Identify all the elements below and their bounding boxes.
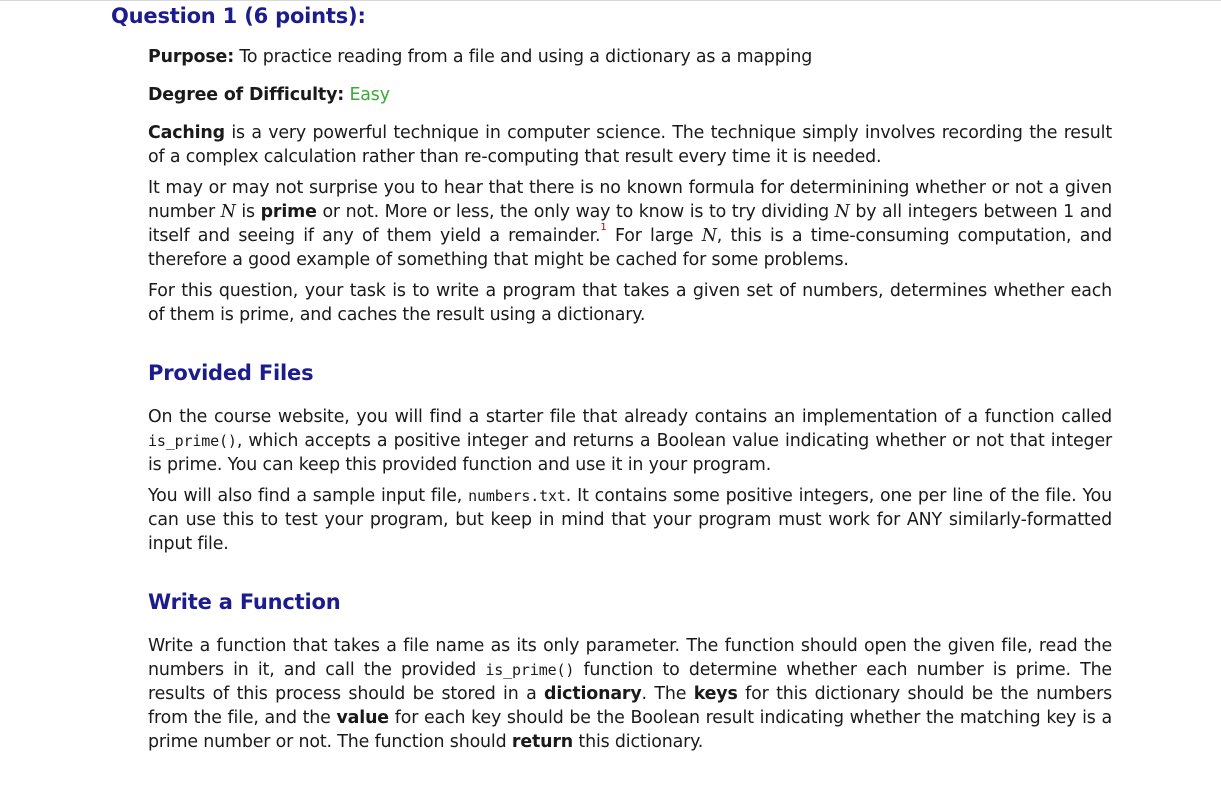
provided-text-b: , which accepts a positive integer and returns a Boolean value indicating whether or not that integer is prime. You can keep this provided function and use it in your program. [148,431,1112,475]
provided-files-paragraph-2 [148,484,1112,556]
function-text-f: this dictionary. [578,732,704,752]
question-title: Question 1 (6 points): [111,4,366,28]
function-text-b: function to determine whether each number is prime. The results of this process should be stored in a [148,660,1112,704]
prime-text-b: is [241,202,255,222]
value-term: value [336,708,389,728]
numbers-file-code: numbers.txt [468,487,566,505]
is-prime-code: is_prime() [148,432,237,450]
write-function-paragraph [148,634,1112,754]
intro-paragraph-task: For this question, your task is to write a program that takes a given set of numbers, determines whether each of them is prime, and caches the result using a dictionary. [148,281,1112,325]
prime-text-f: , this is a time-consuming computation, and therefore a good example of something that might be cached for some problems. [148,226,1112,270]
provided-text-a: On the course website, you will find a starter file that already contains an implementation of a function called [148,407,1112,427]
footnote-marker[interactable]: 1 [600,222,607,233]
caching-term: Caching [148,123,225,143]
function-text-e: for each key should be the Boolean result indicating whether the matching key is a prime number or not. The function should [148,708,1112,752]
math-n: N [834,202,850,222]
prime-text-c: or not. More or less, the only way to know is to try dividing [322,202,829,222]
write-function-heading: Write a Function [148,590,341,614]
prime-text-a: It may or may not surprise you to hear that there is no known formula for determinining whether or not a given number [148,178,1112,222]
purpose-line [148,45,1112,83]
provided-files-heading: Provided Files [148,361,314,385]
math-n: N [220,202,236,222]
prime-text-e: For large [614,226,694,246]
math-n: N [701,226,717,246]
question-body [148,45,1112,761]
function-text-c: . The [641,684,687,704]
function-text-d: for this dictionary should be the numbers from the file, and the [148,684,1112,728]
is-prime-code: is_prime() [485,661,575,679]
purpose-label: Purpose: [148,47,234,67]
prime-text-d: by all integers between 1 and itself and seeing if any of them yield a remainder. [148,202,1112,246]
return-term: return [511,732,574,752]
caching-text: is a very powerful technique in computer science. The technique simply involves recording the result of a complex calculation rather than re-computing that result every time it is needed. [148,123,1112,167]
difficulty-value: Easy [349,85,390,105]
dictionary-term: dictionary [544,684,642,704]
provided-files-paragraph-1 [148,405,1112,477]
purpose-text: To practice reading from a file and using a dictionary as a mapping [239,47,813,67]
keys-term: keys [693,684,738,704]
function-text-a: Write a function that takes a file name as its only parameter. The function should open the given file, read the numbers in it, and call the provided [148,636,1112,680]
difficulty-line [148,83,1112,121]
top-divider [0,0,1221,1]
prime-term: prime [260,202,317,222]
provided-text-c: You will also find a sample input file, [148,486,463,506]
difficulty-label: Degree of Difficulty: [148,85,345,105]
intro-paragraph-prime [148,176,1112,272]
provided-text-d: . It contains some positive integers, one per line of the file. You can use this to test your program, but keep in mind that your program must work for ANY similarly-formatted input file. [148,486,1112,554]
intro-paragraph-caching [148,121,1112,169]
